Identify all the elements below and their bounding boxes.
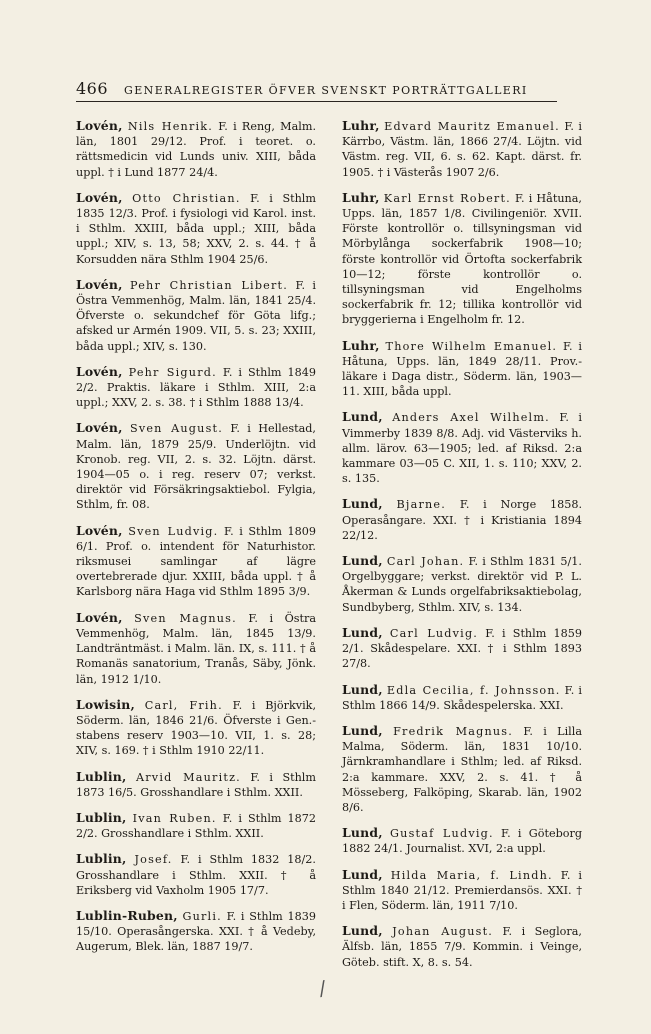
register-entry (342, 723, 582, 815)
entry-surname: Lovén, (76, 609, 123, 625)
entry-given-name: Carl Johan. (386, 555, 465, 569)
entry-surname: Lund, (342, 553, 383, 569)
register-entry (76, 364, 316, 411)
entry-surname: Lovén, (76, 276, 123, 292)
entry-given-name: Anders Axel Wilhelm. (392, 411, 550, 425)
right-column (342, 118, 582, 980)
entry-given-name: Johan August. (392, 925, 494, 939)
entry-given-name: Otto Christian. (132, 191, 241, 205)
register-entry (76, 190, 316, 267)
entry-given-name: Carl Ludvig. (389, 626, 479, 640)
entry-given-name: Ivan Ruben. (132, 811, 217, 825)
entry-given-name: Hilda Maria, f. Lindh. (390, 868, 553, 882)
entry-surname: Luhr, (342, 189, 380, 205)
entry-text: F. i Sthlm 1835 12/3. Prof. i fysiologi vid Karol. inst. i Sthlm. XXIII, båda uppl.; XIII, båda uppl.; XIV, s. 13, 58; XXV, 2. s. 44. † å Korsudden nära Sthlm 1904 25/6. (76, 191, 316, 266)
entry-surname: Lovén, (76, 420, 123, 436)
entry-text: F. i Sthlm 1809 6/1. Prof. o. intendent för Naturhistor. riksmusei samlingar af lägre overtebrerade djur. XXIII, båda uppl. † å Karlsborg nära Haga vid Sthlm 1895 3/9. (76, 524, 317, 599)
entry-text: F. i Sthlm 1859 2/1. Skådespelare. XXI. † i Sthlm 1893 27/8. (342, 626, 582, 671)
entry-text: F. i Vimmerby 1839 8/8. Adj. vid Västerviks h. allm. lärov. 63—1905; led. af Riksd. 2:a kammare 03—05 C. XII, 1. s. 110; XXV, 2. s. 135. (342, 411, 582, 486)
entry-text: F. i Sthlm 1840 21/12. Premierdansös. XXI. † i Flen, Söderm. län, 1911 7/10. (342, 868, 582, 912)
register-entry (76, 769, 316, 800)
entry-given-name: Josef. (134, 853, 173, 867)
entry-text: F. i Sthlm 1873 16/5. Grosshandlare i Sthlm. XXII. (76, 770, 316, 799)
register-entry (76, 851, 316, 898)
entry-text: F. i Sthlm 1849 2/2. Praktis. läkare i Sthlm. XIII, 2:a uppl.; XXV, 2. s. 38. † i Sthlm 1888 13/4. (76, 365, 316, 410)
entry-given-name: Sven Magnus. (134, 611, 237, 625)
entry-given-name: Gustaf Ludvig. (390, 827, 494, 841)
register-entry (342, 923, 582, 970)
entry-surname: Lund, (342, 866, 383, 882)
register-entry (76, 810, 316, 841)
pencil-mark: / (317, 975, 328, 1001)
entry-text: F. i Reng, Malm. län, 1801 29/12. Prof. i teoret. o. rättsmedicin vid Lunds univ. XIII, båda uppl. † i Lund 1877 24/4. (76, 120, 316, 179)
running-title: GENERALREGISTER ÖFVER SVENSKT PORTRÄTTGALLERI (124, 84, 528, 97)
entry-text: F. i Sthlm 1866 14/9. Skådespelerska. XXI. (342, 683, 582, 712)
entry-surname: Lovén, (76, 363, 123, 379)
page-number: 466 (76, 79, 109, 98)
register-entry (342, 496, 582, 543)
entry-given-name: Edla Cecilia, f. Johnsson. (386, 683, 561, 697)
entry-text: F. i Lilla Malma, Söderm. län, 1831 10/10. Järnkramhandlare i Sthlm; led. af Riksd. 2:a kammare. XXV, 2. s. 41. † å Mösseberg, Falköping, Skarab. län, 1902 8/6. (342, 724, 582, 814)
register-entry (76, 697, 316, 759)
entry-given-name: Nils Henrik. (127, 120, 214, 133)
entry-surname: Lund, (342, 722, 383, 738)
register-entry (76, 523, 316, 600)
register-entry (76, 908, 316, 955)
entry-text: F. i Hellestad, Malm. län, 1879 25/9. Underlöjtn. vid Kronob. reg. VII, 2. s. 32. Löjtn. därst. 1904—05 o. i reg. reserv 07; verkst. direktör vid Försäkringsaktiebol. Fylgia, Sthlm, fr. 08. (76, 422, 316, 512)
entry-surname: Lund, (342, 923, 383, 939)
entry-surname: Lowisin, (76, 696, 135, 712)
entry-given-name: Pehr Sigurd. (128, 365, 217, 379)
entry-text: F. i Seglora, Älfsb. län, 1855 7/9. Kommin. i Veinge, Göteb. stift. X, 8. s. 54. (342, 925, 582, 969)
entry-surname: Lovén, (76, 189, 123, 205)
entry-surname: Lund, (342, 681, 383, 697)
entry-surname: Lublin, (76, 768, 127, 784)
entry-surname: Lund, (342, 496, 383, 512)
entry-text: F. i Håtuna, Upps. län, 1849 28/11. Prov.-läkare i Daga distr., Söderm. län, 1903—11. XIII, båda uppl. (342, 339, 582, 399)
entry-text: F. i Sthlm 1839 15/10. Operasångerska. XXI. † å Vedeby, Augerum, Blek. län, 1887 19/7. (76, 909, 316, 954)
entry-given-name: Sven August. (129, 422, 223, 436)
register-entry (342, 825, 582, 856)
page-header (76, 79, 557, 102)
entry-given-name: Sven Ludvig. (128, 524, 219, 538)
entry-text: F. i Östra Vemmenhög, Malm. län, 1845 13/9. Landträntmäst. i Malm. län. IX, s. 111. † å Romanäs sanatorium, Tranås, Säby, Jönk. län, 1912 1/10. (76, 611, 317, 686)
entry-given-name: Edvard Mauritz Emanuel. (384, 120, 560, 133)
entry-text: F. i Göteborg 1882 24/1. Journalist. XVI, 2:a uppl. (342, 827, 582, 856)
register-entry (76, 420, 316, 512)
entry-surname: Lublin-Ruben, (76, 907, 178, 923)
entry-text: F. i Sthlm 1872 2/2. Grosshandlare i Sthlm. XXII. (76, 811, 317, 841)
entry-text: F. i Björkvik, Söderm. län, 1846 21/6. Öfverste i Gen.-stabens reserv 1903—10. VII, 1. s. 28; XIV, s. 169. † i Sthlm 1910 22/11. (76, 698, 316, 758)
entry-given-name: Thore Wilhelm Emanuel. (385, 339, 558, 353)
entry-surname: Lund, (342, 409, 383, 425)
entry-surname: Luhr, (342, 118, 380, 133)
entry-surname: Lund, (342, 624, 383, 640)
entry-surname: Lublin, (76, 809, 127, 825)
entry-given-name: Bjarne. (396, 498, 447, 512)
entry-surname: Lovén, (76, 522, 123, 538)
entry-given-name: Karl Ernst Robert. (383, 191, 511, 205)
entry-given-name: Gurli. (182, 909, 222, 923)
entry-surname: Lovén, (76, 118, 123, 133)
entry-text: F. i Sthlm 1832 18/2. Grosshandlare i Sthlm. XXII. † å Eriksberg vid Vaxholm 1905 17/7. (76, 853, 316, 897)
register-entry (342, 625, 582, 672)
register-entry (342, 867, 582, 914)
register-entry (342, 409, 582, 486)
entry-given-name: Carl, Frih. (144, 698, 223, 712)
register-entry (342, 190, 582, 328)
entry-surname: Lublin, (76, 851, 127, 867)
register-entry (76, 277, 316, 354)
register-entry (342, 553, 582, 615)
entry-text: F. i Östra Vemmenhög, Malm. län, 1841 25/4. Öfverste o. sekundchef för Göta lifg.; afsked ur Armén 1909. VII, 5. s. 23; XXIII, båda uppl.; XIV, s. 130. (76, 278, 316, 353)
entry-text: F. i Sthlm 1831 5/1. Orgelbyggare; verkst. direktör vid P. L. Åkerman & Lunds orgelfabriksaktiebolag, Sundbyberg, Sthlm. XIV, s. 134. (342, 555, 582, 614)
register-entry (342, 338, 582, 400)
register-entry (76, 610, 316, 687)
register-entry (342, 682, 582, 713)
entry-given-name: Fredrik Magnus. (393, 724, 513, 738)
entry-text: F. i Håtuna, Upps. län, 1857 1/8. Civilingeniör. XVII. Förste kontrollör o. tillsyningsman vid Mörbylånga sockerfabrik 1908—10; förste kontrollör vid Örtofta sockerfabrik 10—12; förste kontrollör o. tillsyningsman vid Engelholms sockerfabrik fr. 12; tillika kontrollör vid bryggerierna i Engelholm fr. 12. (342, 191, 582, 327)
entry-surname: Luhr, (342, 337, 380, 353)
entry-given-name: Arvid Mauritz. (135, 770, 241, 784)
entry-text: F. i Kärrbo, Västm. län, 1866 27/4. Löjtn. vid Västm. reg. VII, 6. s. 62. Kapt. därst. fr. 1905. † i Västerås 1907 2/6. (342, 120, 582, 179)
left-column (76, 118, 316, 965)
entry-text: F. i Norge 1858. Operasångare. XXI. † i Kristiania 1894 22/12. (342, 498, 582, 542)
register-entry (76, 118, 316, 180)
register-entry (342, 118, 582, 180)
entry-given-name: Pehr Christian Libert. (130, 278, 289, 292)
entry-surname: Lund, (342, 825, 383, 841)
